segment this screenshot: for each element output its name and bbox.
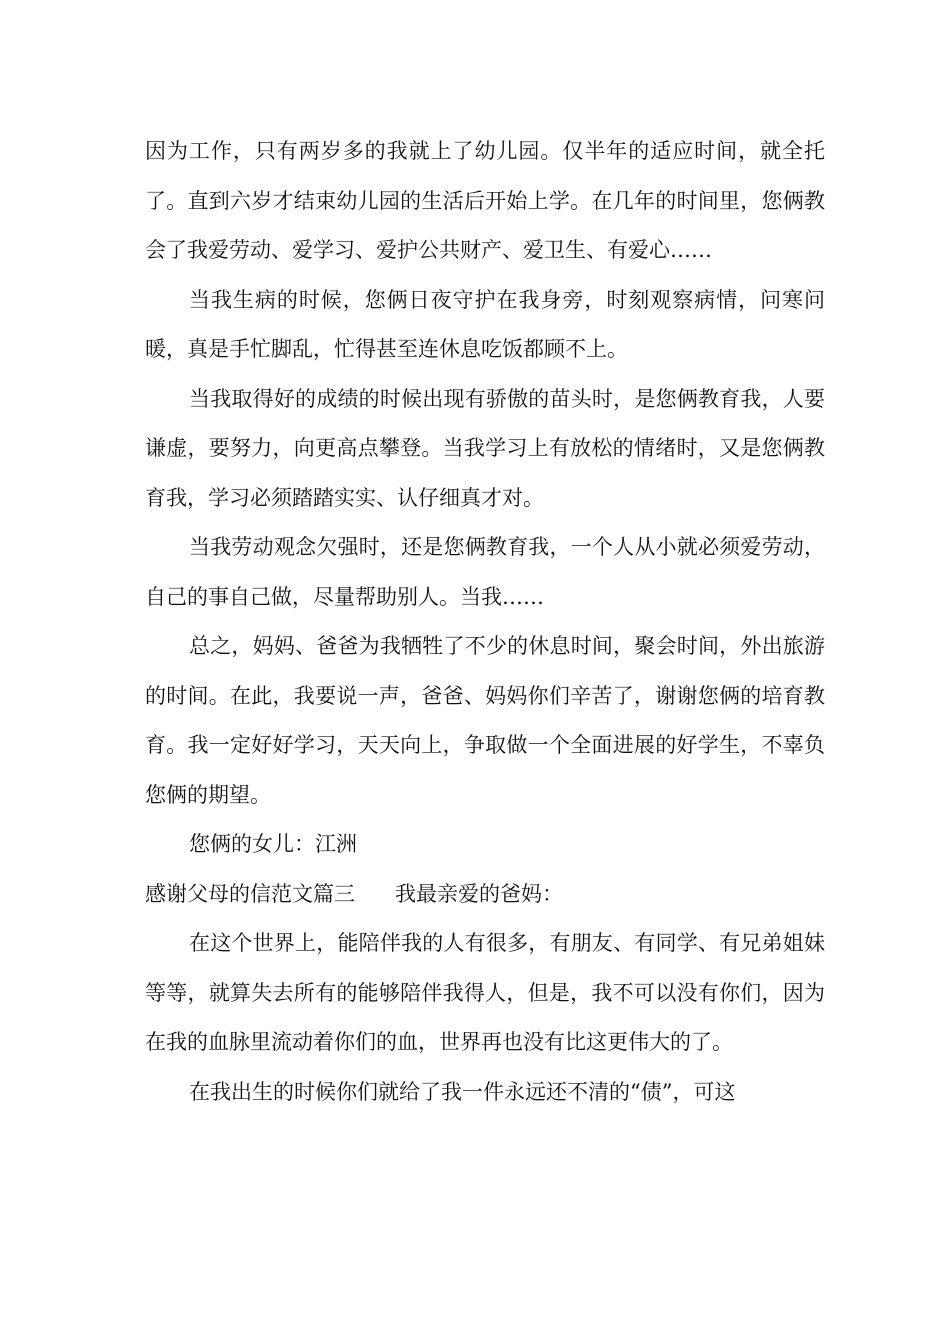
paragraph-illness: 当我生病的时候，您俩日夜守护在我身旁，时刻观察病情，问寒问暖，真是手忙脚乱，忙得甚至连休息吃饭都顾不上。 bbox=[145, 287, 825, 361]
signature-line: 您俩的女儿：江洲 bbox=[189, 832, 357, 856]
paragraph-labor: 当我劳动观念欠强时，还是您俩教育我，一个人从小就必须爱劳动，自己的事自己做，尽量帮助别人。当我…… bbox=[145, 535, 825, 609]
letter-body bbox=[145, 127, 825, 1117]
salutation: 我最亲爱的爸妈： bbox=[395, 881, 563, 906]
paragraph-kindergarten: 因为工作，只有两岁多的我就上了幼儿园。仅半年的适应时间，就全托了。直到六岁才结束幼儿园的生活后开始上学。在几年的时间里，您俩教会了我爱劳动、爱学习、爱护公共财产、爱卫生、有爱心…… bbox=[145, 139, 825, 262]
paragraph-companions: 在这个世界上，能陪伴我的人有很多，有朋友、有同学、有兄弟姐妹等等，就算失去所有的能够陪伴我得人，但是，我不可以没有你们，因为在我的血脉里流动着你们的血，世界再也没有比这更伟大的了。 bbox=[145, 931, 825, 1054]
paragraph-grades: 当我取得好的成绩的时候出现有骄傲的苗头时，是您俩教育我，人要谦虚，要努力，向更高点攀登。当我学习上有放松的情绪时，又是您俩教育我，学习必须踏踏实实、认仔细真才对。 bbox=[145, 386, 825, 510]
section-heading bbox=[145, 870, 825, 920]
paragraph-debt: 在我出生的时候你们就给了我一件永远还不清的“债”，可这 bbox=[189, 1079, 736, 1104]
paragraph-conclusion: 总之，妈妈、爸爸为我牺牲了不少的休息时间，聚会时间，外出旅游的时间。在此，我要说一声，爸爸、妈妈你们辛苦了，谢谢您俩的培育教育。我一定好好学习，天天向上，争取做一个全面进展的好学生，不辜负您俩的期望。 bbox=[145, 634, 825, 807]
section-title: 感谢父母的信范文篇三 bbox=[145, 881, 355, 906]
